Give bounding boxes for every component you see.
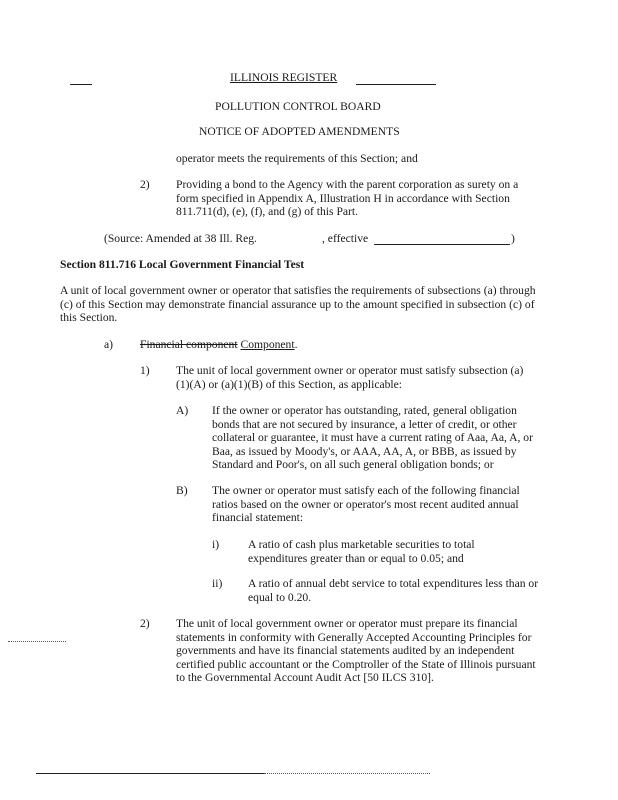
footer-rule <box>36 773 264 774</box>
item-text: A ratio of cash plus marketable securities to total expenditures greater than or equal to 0.05; and <box>248 538 475 565</box>
item-text: If the owner or operator has outstanding, rated, general obligation bonds that are not secured by insurance, a letter of credit, or other collateral or guarantee, it must have a current rating of Aaa, Aa, A, or Baa, as issued by Moody's, or AAA, AA, A, or BBB, as issued by Standard and Poor's, on all such general obligation bonds; or <box>212 404 533 472</box>
item-number: A) <box>176 404 189 417</box>
source-effective: , effective <box>322 232 369 245</box>
subsection-a-number: a) <box>104 338 114 351</box>
register-title: ILLINOIS REGISTER <box>230 71 338 84</box>
deleted-text: Financial component <box>140 338 238 351</box>
source-note: (Source: Amended at 38 Ill. Reg. <box>104 232 257 245</box>
item-number: B) <box>176 484 188 497</box>
item-number: i) <box>212 538 220 551</box>
board-name: POLLUTION CONTROL BOARD <box>215 100 381 113</box>
notice-title: NOTICE OF ADOPTED AMENDMENTS <box>199 125 400 138</box>
header-rule-right <box>356 84 436 85</box>
footer-rule-dotted <box>264 773 430 774</box>
item-text: Providing a bond to the Agency with the parent corporation as surety on a form specified in Appendix A, Illustration H in accordance with Section 811.711(d), (e), (f), and (g) of this Part. <box>176 178 519 219</box>
header-rule-left <box>70 84 92 85</box>
item-number: 1) <box>140 364 150 377</box>
source-close: ) <box>511 232 515 245</box>
continuation-line: operator meets the requirements of this Section; and <box>176 152 418 165</box>
item-number: ii) <box>212 577 223 590</box>
subsection-a-heading <box>140 338 297 352</box>
item-text: The unit of local government owner or operator must prepare its financial statements in conformity with Generally Accepted Accounting Principles for governments and have its financial statements audited by an independent certified public accountant or the Comptroller of the State of Illinois pursuant to the Governmental Account Audit Act [50 ILCS 310]. <box>176 617 536 685</box>
margin-mark <box>8 641 66 642</box>
intro-paragraph: A unit of local government owner or operator that satisfies the requirements of subsections (a) through (c) of this Section may demonstrate financial assurance up to the amount specified in subsection (c) of this Section. <box>60 284 536 325</box>
inserted-text: Component <box>240 338 295 351</box>
item-text: A ratio of annual debt service to total expenditures less than or equal to 0.20. <box>248 577 539 604</box>
item-number: 2) <box>140 617 150 630</box>
item-number: 2) <box>140 178 150 191</box>
source-effective-blank <box>374 244 510 245</box>
section-heading: Section 811.716 Local Government Financial Test <box>60 258 305 271</box>
period: . <box>294 338 298 351</box>
item-text: The unit of local government owner or operator must satisfy subsection (a)(1)(A) or (a)(1)(B) of this Section, as applicable: <box>176 364 524 391</box>
item-text: The owner or operator must satisfy each of the following financial ratios based on the owner or operator's most recent audited annual financial statement: <box>212 484 520 525</box>
